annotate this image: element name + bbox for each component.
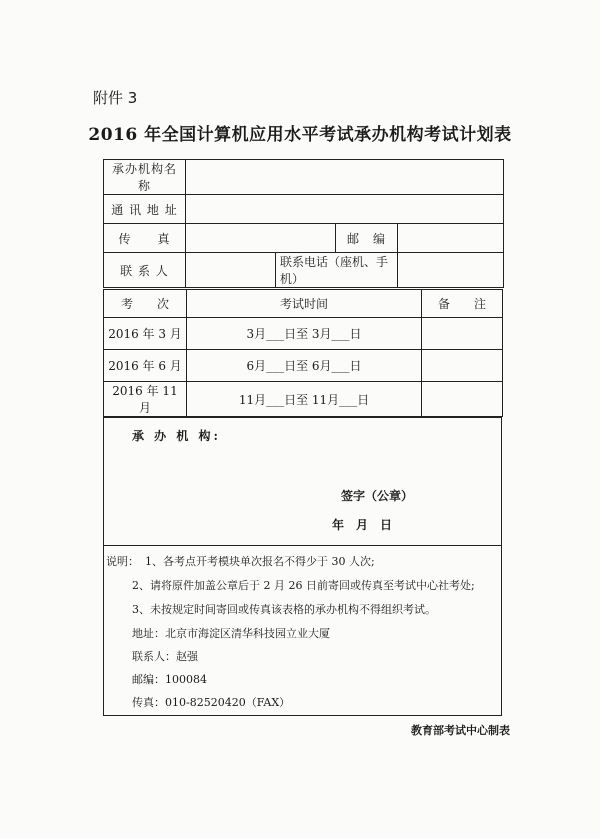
note-postcode: 邮编：100084 (132, 673, 207, 686)
time-cell: 3月___日至 3月___日 (187, 318, 422, 350)
org-name-field (186, 160, 504, 195)
org-name-label: 承办机构名称 (104, 160, 186, 195)
phone-label: 联系电话（座机、手机） (276, 253, 398, 288)
postcode-label: 邮 编 (336, 224, 398, 253)
postcode-field (398, 224, 504, 253)
table-row (104, 382, 503, 417)
signature-label: 签字（公章） (341, 489, 414, 503)
date-label: 年 月 日 (332, 518, 393, 532)
page-title: 2016 年全国计算机应用水平考试承办机构考试计划表 (88, 125, 512, 145)
header-time: 考试时间 (187, 290, 422, 318)
address-label: 通 讯 地 址 (104, 195, 186, 224)
fax-field (186, 224, 336, 253)
note-item: 2、请将原件加盖公章后于 2 月 26 日前寄回或传真至考试中心社考处; (132, 579, 475, 592)
info-table (103, 159, 504, 288)
notes-intro: 说明： (106, 555, 139, 568)
attachment-label: 附件 3 (93, 89, 138, 107)
remarks-cell (422, 318, 503, 350)
note-contact: 联系人：赵强 (132, 650, 198, 663)
address-field (186, 195, 504, 224)
session-cell: 2016 年 11月 (104, 382, 187, 417)
note-item: 3、未按规定时间寄回或传真该表格的承办机构不得组织考试。 (132, 603, 436, 616)
fax-label: 传 真 (104, 224, 186, 253)
phone-field (398, 253, 504, 288)
time-cell: 11月___日至 11月___日 (187, 382, 422, 417)
remarks-cell (422, 350, 503, 382)
session-cell: 2016 年 3 月 (104, 318, 187, 350)
header-session: 考 次 (104, 290, 187, 318)
contact-label: 联 系 人 (104, 253, 186, 288)
remarks-cell (422, 382, 503, 417)
session-cell: 2016 年 6 月 (104, 350, 187, 382)
note-item: 1、各考点开考模块单次报名不得少于 30 人次; (145, 555, 375, 568)
table-row (104, 350, 503, 382)
footer-credit: 教育部考试中心制表 (411, 724, 510, 737)
contact-field (186, 253, 276, 288)
org-label: 承 办 机 构: (132, 429, 221, 443)
note-address: 地址：北京市海淀区清华科技园立业大厦 (132, 627, 330, 640)
time-cell: 6月___日至 6月___日 (187, 350, 422, 382)
schedule-table (103, 289, 503, 417)
note-fax: 传真：010-82520420（FAX） (132, 696, 291, 709)
header-remarks: 备 注 (422, 290, 503, 318)
table-row (104, 318, 503, 350)
